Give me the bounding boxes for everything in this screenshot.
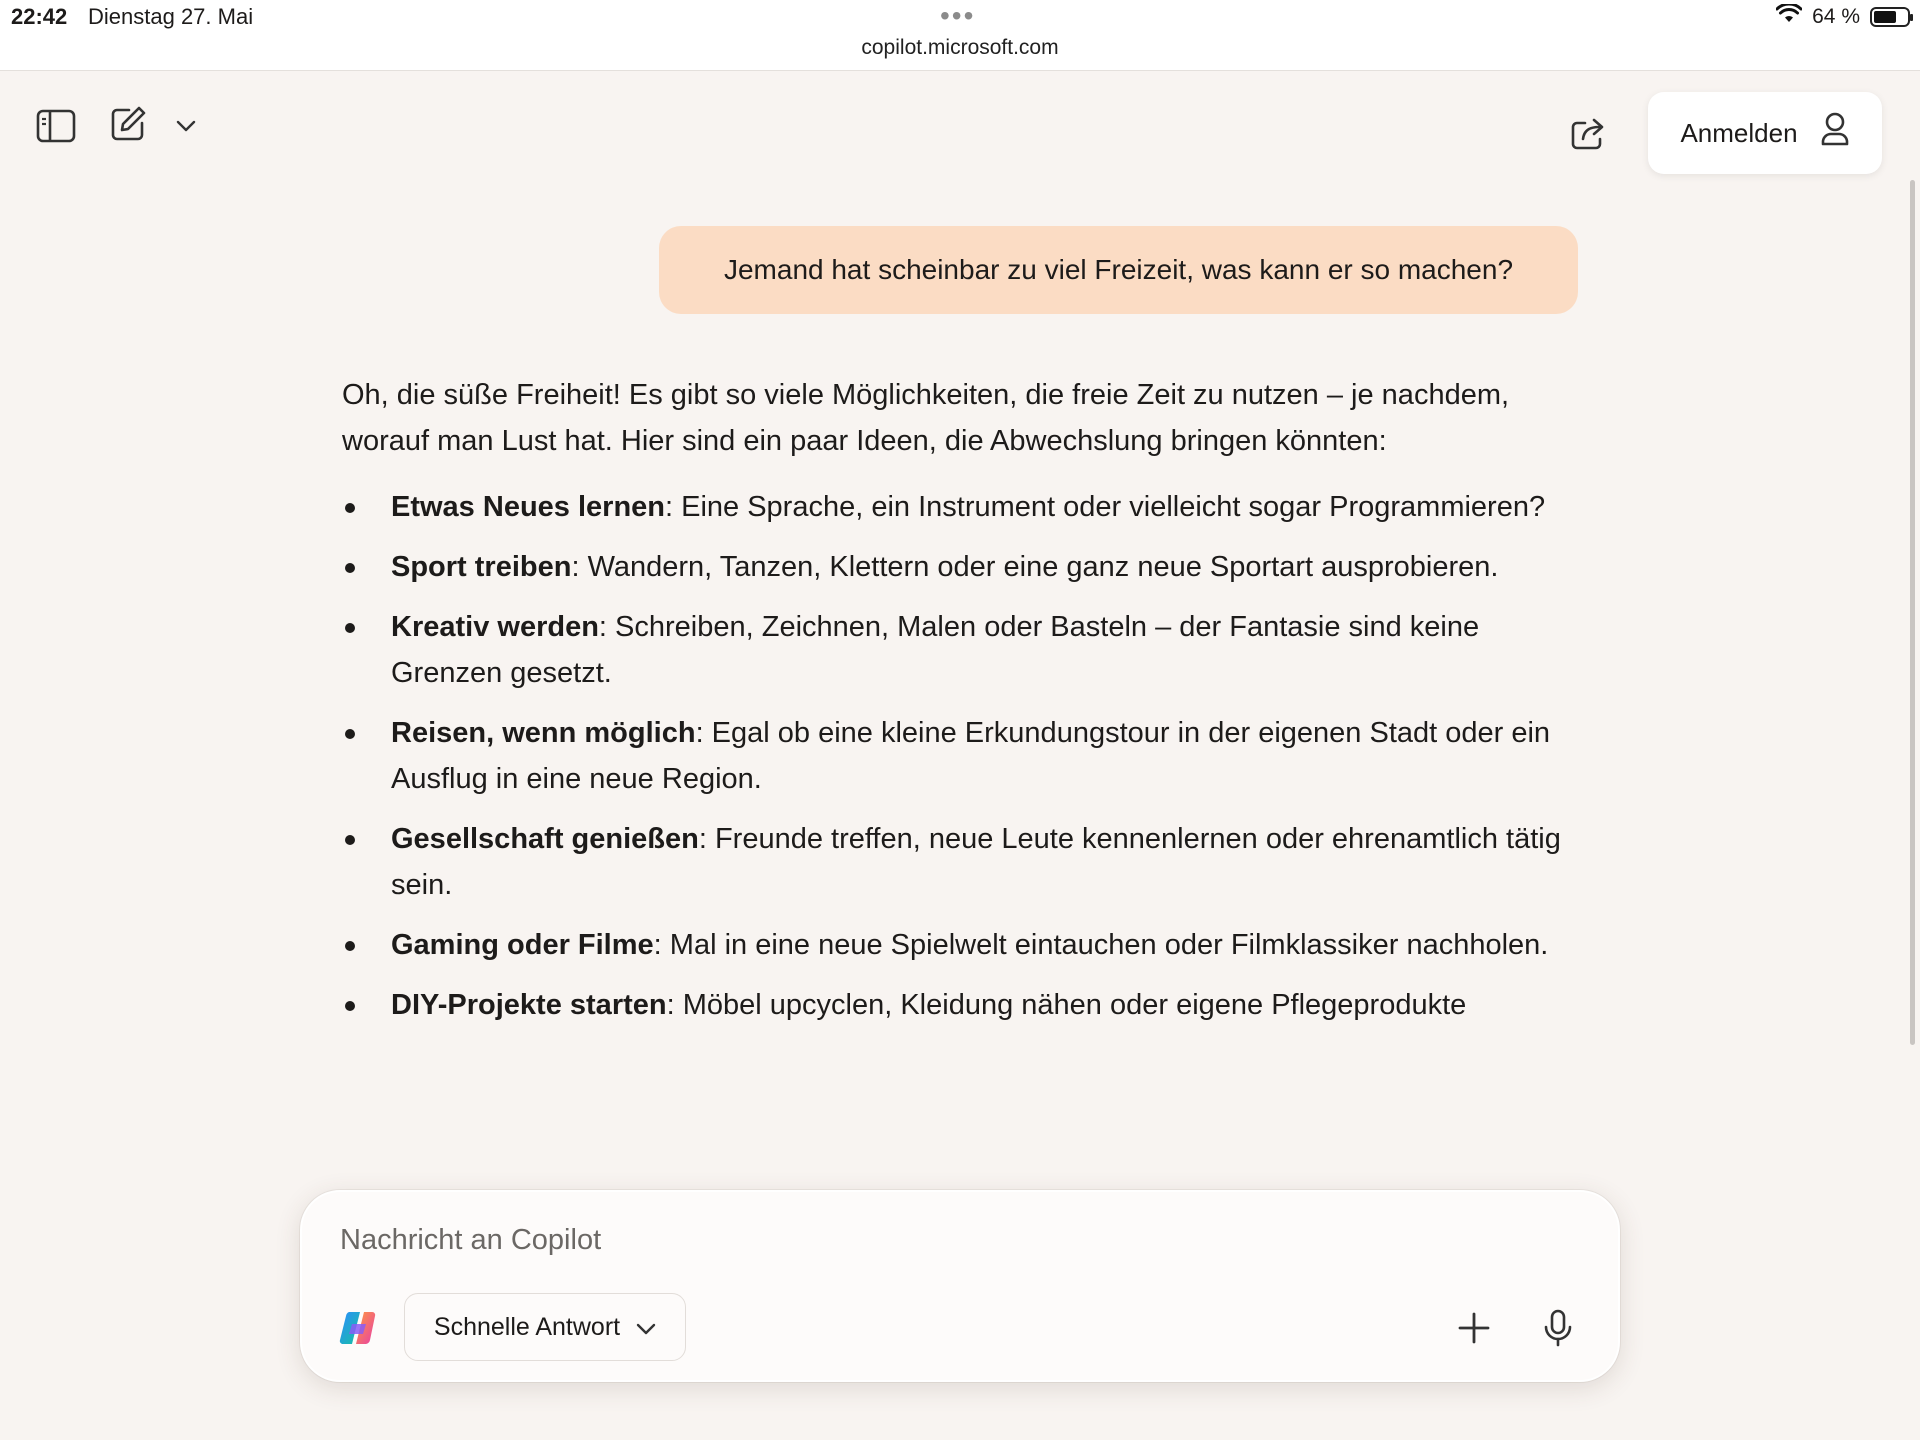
microphone-icon[interactable] [1538,1306,1578,1350]
item-text: : Schreiben, Zeichnen, Malen oder Basteln – der Fantasie sind keine Grenzen gesetzt. [391,611,1480,689]
compose-icon[interactable] [108,104,148,144]
message-input[interactable] [338,1214,1442,1266]
item-text: : Mal in eine neue Spielwelt eintauchen oder Filmklassiker nachholen. [653,929,1549,961]
wifi-icon [1776,4,1802,30]
item-title: Kreativ werden [391,611,599,643]
list-item [342,544,1582,590]
bullet-icon [345,1001,355,1011]
bullet-icon [345,503,355,513]
battery-percent: 64 % [1812,5,1860,28]
signin-button[interactable] [1648,92,1882,174]
item-title: Gesellschaft genießen [391,823,699,855]
list-item [342,604,1582,696]
chevron-down-icon [636,1313,656,1342]
item-text: : Möbel upcyclen, Kleidung nähen oder eigene Pflegeprodukte [666,989,1467,1021]
item-title: Reisen, wenn möglich [391,717,696,749]
chevron-down-icon[interactable] [172,114,200,138]
list-item [342,922,1582,968]
item-text: : Wandern, Tanzen, Klettern oder eine ganz neue Sportart ausprobieren. [571,551,1499,583]
bullet-icon [345,835,355,845]
item-title: Etwas Neues lernen [391,491,665,523]
more-dots-icon[interactable]: ••• [940,0,976,31]
address-url[interactable]: copilot.microsoft.com [861,36,1059,59]
list-item [342,816,1582,908]
copilot-logo-icon [338,1308,378,1348]
user-message-bubble [659,226,1578,314]
item-title: Gaming oder Filme [391,929,654,961]
list-item [342,710,1582,802]
item-text: : Eine Sprache, ein Instrument oder vielleicht sogar Programmieren? [665,491,1546,523]
item-text: : Egal ob eine kleine Erkundungstour in der eigenen Stadt oder ein Ausflug in eine neue Region. [391,717,1551,795]
response-mode-select[interactable] [404,1293,686,1361]
status-date: Dienstag 27. Mai [88,4,254,29]
bullet-icon [345,941,355,951]
bullet-icon [345,729,355,739]
bullet-icon [345,563,355,573]
signin-label: Anmelden [1680,117,1798,148]
share-icon[interactable] [1566,112,1610,154]
status-right [1776,4,1910,30]
response-mode-label: Schnelle Antwort [433,1312,621,1341]
user-icon [1820,112,1850,155]
status-bar [0,0,1920,71]
answer-intro: Oh, die süße Freiheit! Es gibt so viele Möglichkeiten, die freie Zeit zu nutzen – je nachdem, worauf man Lust hat. Hier sind ein paar Ideen, die Abwechslung bringen könnten: [342,379,1510,457]
list-item [342,484,1582,530]
status-time: 22:42 [11,4,68,29]
battery-icon [1870,7,1910,27]
scrollbar[interactable] [1910,180,1915,1045]
assistant-answer [342,372,1582,1042]
ideas-list [342,484,1582,1028]
sidebar-toggle-icon[interactable] [34,106,78,146]
list-item [342,982,1582,1028]
plus-icon[interactable] [1454,1308,1494,1348]
item-text: : Freunde treffen, neue Leute kennenlernen oder ehrenamtlich tätig sein. [391,823,1561,901]
item-title: Sport treiben [391,551,572,583]
user-message-text: Jemand hat scheinbar zu viel Freizeit, was kann er so machen? [723,254,1514,285]
bullet-icon [345,623,355,633]
message-composer [300,1190,1620,1382]
item-title: DIY-Projekte starten [391,989,667,1021]
